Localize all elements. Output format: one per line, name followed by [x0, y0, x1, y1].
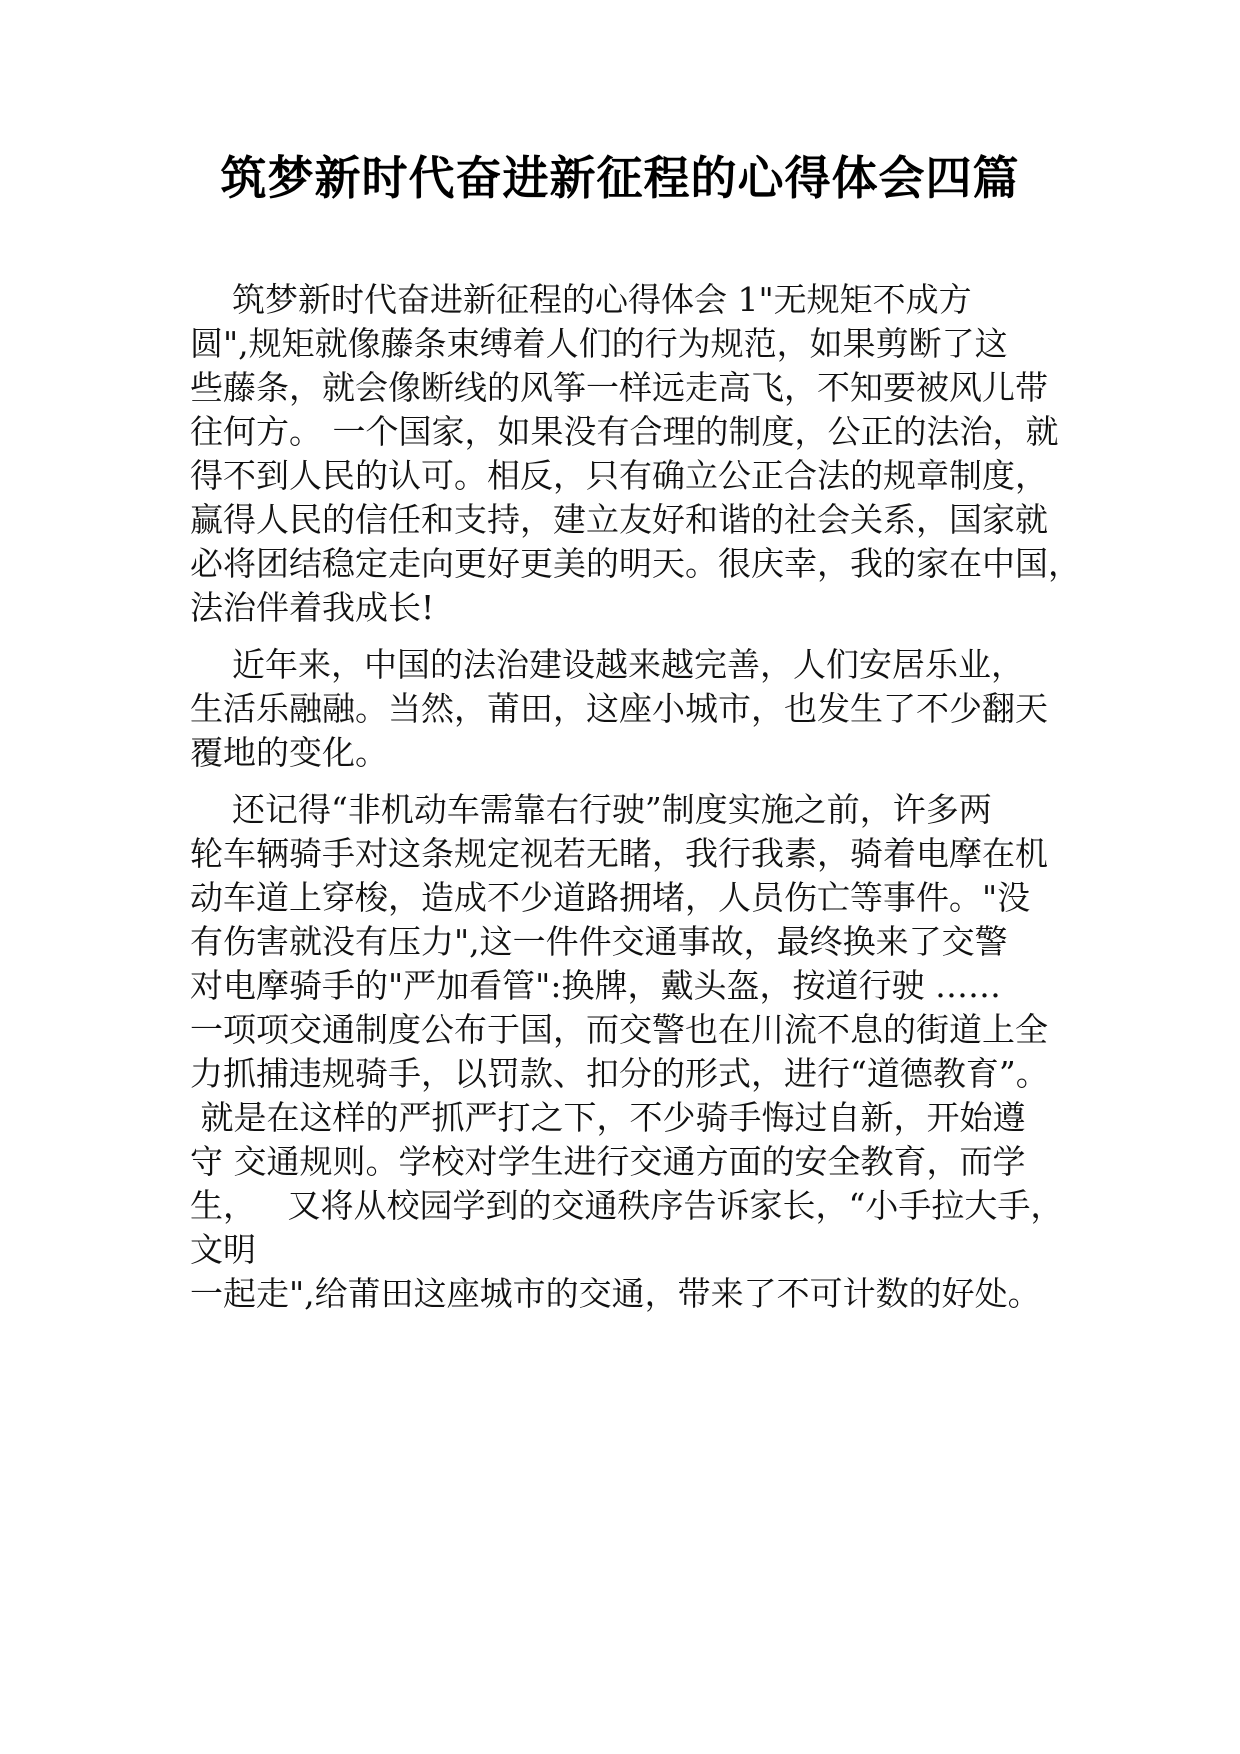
document-title: 筑梦新时代奋进新征程的心得体会四篇 — [220, 151, 1020, 205]
text-line: 文明 — [190, 1230, 256, 1269]
text-line: 生活乐融融。当然，莆田，这座小城市，也发生了不少翻天 — [190, 689, 1048, 728]
text-line: 往何方。 一个国家，如果没有合理的制度，公正的法治，就 — [190, 412, 1059, 451]
text-line: 还记得“非机动车需靠右行驶”制度实施之前，许多两 — [190, 790, 992, 829]
paragraph-1 — [190, 278, 1081, 630]
text-line: 些藤条，就会像断线的风筝一样远走高飞，不知要被风儿带 — [190, 368, 1048, 407]
paragraph-3 — [190, 788, 1062, 1316]
text-line: 轮车辆骑手对这条规定视若无睹，我行我素，骑着电摩在机 — [190, 834, 1048, 873]
text-line: 必将团结稳定走向更好更美的明天。很庆幸，我的家在中国， — [190, 544, 1081, 583]
text-line: 有伤害就没有压力",这一件件交通事故，最终换来了交警 — [190, 922, 1008, 961]
text-line: 法治伴着我成长! — [190, 588, 435, 627]
paragraph-2 — [190, 643, 1062, 775]
paragraph-gap — [190, 630, 1062, 643]
text-line: 覆地的变化。 — [190, 733, 388, 772]
text-line: 对电摩骑手的"严加看管":换牌，戴头盔，按道行驶 …… — [190, 966, 1001, 1005]
text-line: 就是在这样的严抓严打之下，不少骑手悔过自新，开始遵 — [190, 1098, 1026, 1137]
text-line: 筑梦新时代奋进新征程的心得体会 1"无规矩不成方 — [190, 280, 972, 319]
text-line: 圆",规矩就像藤条束缚着人们的行为规范，如果剪断了这 — [190, 324, 1008, 363]
text-line: 力抓捕违规骑手，以罚款、扣分的形式，进行“道德教育”。 — [190, 1054, 1049, 1093]
text-line: 赢得人民的信任和支持，建立友好和谐的社会关系，国家就 — [190, 500, 1048, 539]
text-line: 生， 又将从校园学到的交通秩序告诉家长，“小手拉大手， — [190, 1186, 1064, 1225]
text-line: 近年来，中国的法治建设越来越完善，人们安居乐业， — [190, 645, 1024, 684]
text-line: 得不到人民的认可。相反，只有确立公正合法的规章制度， — [190, 456, 1048, 495]
text-line: 动车道上穿梭，造成不少道路拥堵，人员伤亡等事件。"没 — [190, 878, 1031, 917]
text-line: 一起走",给莆田这座城市的交通，带来了不可计数的好处。 — [190, 1274, 1041, 1313]
text-line: 一项项交通制度公布于国，而交警也在川流不息的街道上全 — [190, 1010, 1048, 1049]
paragraph-gap — [190, 775, 1062, 788]
document-body — [190, 278, 1081, 1316]
text-line: 守 交通规则。学校对学生进行交通方面的安全教育，而学 — [190, 1142, 1026, 1181]
